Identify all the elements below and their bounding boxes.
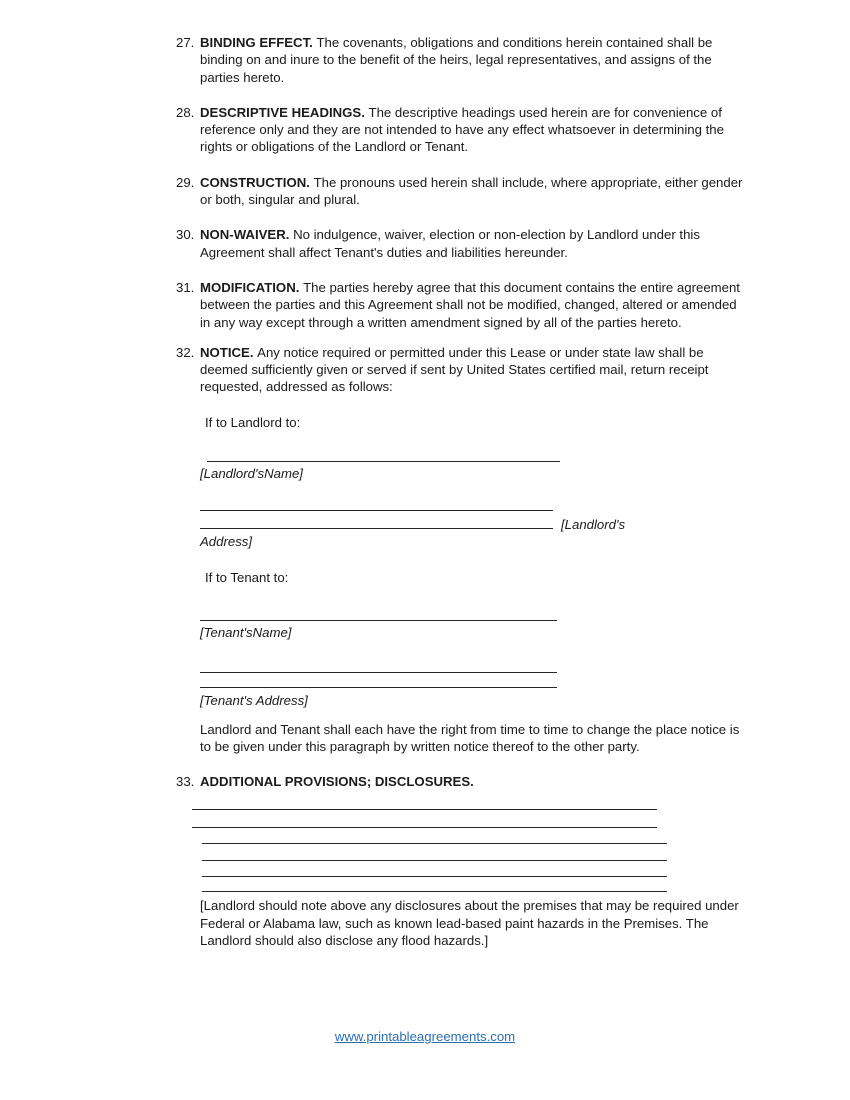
section-number: 29. bbox=[176, 174, 195, 190]
section-number: 33. bbox=[176, 774, 195, 790]
section-body: No indulgence, waiver, election or non-election by Landlord under this Agreement shall affect Tenant's duties and liabilities hereunder. bbox=[200, 227, 700, 260]
notice-address-block bbox=[200, 414, 745, 755]
blank-line-1 bbox=[192, 809, 657, 810]
section-number: 31. bbox=[176, 279, 195, 295]
landlord-notice-label: If to Landlord to: bbox=[205, 414, 301, 430]
tenant-name-placeholder: [Tenant'sName] bbox=[200, 624, 292, 640]
section-body: The pronouns used herein shall include, where appropriate, either gender or both, singular and plural. bbox=[200, 174, 743, 208]
section-heading: MODIFICATION. bbox=[200, 279, 300, 295]
section-heading: NON-WAIVER. bbox=[200, 227, 290, 243]
landlord-address-placeholder-end: Address] bbox=[200, 534, 253, 550]
tenant-address-blank-line-1 bbox=[200, 672, 557, 673]
section-33 bbox=[176, 773, 745, 790]
footer-link[interactable]: www.printableagreements.com bbox=[334, 1029, 516, 1044]
section-text bbox=[200, 279, 745, 331]
blank-line-4 bbox=[202, 860, 667, 861]
section-text bbox=[200, 34, 745, 86]
blank-line-2 bbox=[192, 827, 657, 828]
section-text bbox=[200, 174, 745, 209]
section-text bbox=[200, 344, 745, 396]
section-text bbox=[200, 104, 745, 156]
section-31 bbox=[176, 279, 745, 331]
tenant-notice-label: If to Tenant to: bbox=[205, 569, 289, 585]
landlord-address-placeholder-start: [Landlord's bbox=[561, 517, 626, 533]
tenant-address-blank-line-2 bbox=[200, 687, 557, 688]
section-32 bbox=[176, 344, 745, 396]
section-27 bbox=[176, 34, 745, 86]
blank-line-6 bbox=[202, 891, 667, 892]
page-footer bbox=[0, 1028, 850, 1045]
section-body: Any notice required or permitted under this Lease or under state law shall be deemed sufficiently given or served if sent by United States certified mail, return receipt requested, addressed as follows: bbox=[200, 344, 709, 395]
disclosures-note: [Landlord should note above any disclosures about the premises that may be required under Federal or Alabama law, such as known lead-based paint hazards in the Premises. The Landlord should also disclose any flood hazards.] bbox=[200, 898, 739, 949]
section-heading: DESCRIPTIVE HEADINGS. bbox=[200, 104, 365, 120]
section-number: 32. bbox=[176, 344, 195, 360]
document-content bbox=[176, 34, 745, 949]
landlord-address-blank-line-2 bbox=[200, 528, 553, 529]
section-body: The descriptive headings used herein are for convenience of reference only and they are not intended to have any effect whatsoever in determining the rights or obligations of the Landlord or Tenant. bbox=[200, 104, 724, 155]
blank-line-3 bbox=[202, 843, 667, 844]
section-heading: CONSTRUCTION. bbox=[200, 174, 310, 190]
section-number: 27. bbox=[176, 35, 195, 50]
section-heading: BINDING EFFECT. bbox=[200, 35, 313, 50]
section-heading: ADDITIONAL PROVISIONS; DISCLOSURES. bbox=[200, 774, 474, 790]
section-29 bbox=[176, 174, 745, 209]
notice-closing-paragraph: Landlord and Tenant shall each have the right from time to time to change the place notice is to be given under this paragraph by written notice thereof to the other party. bbox=[200, 721, 740, 754]
additional-provisions-blank-lines bbox=[200, 809, 745, 892]
tenant-name-blank-line bbox=[200, 620, 557, 621]
landlord-name-blank-line bbox=[207, 461, 560, 462]
section-28 bbox=[176, 104, 745, 156]
section-number: 28. bbox=[176, 104, 195, 120]
section-number: 30. bbox=[176, 227, 195, 243]
section-body: The parties hereby agree that this document contains the entire agreement between the parties and this Agreement shall not be modified, changed, altered or amended in any way except through a written amendment signed by all of the parties hereto. bbox=[200, 279, 740, 330]
section-text bbox=[200, 773, 745, 790]
section-heading: NOTICE. bbox=[200, 344, 254, 360]
tenant-address-placeholder: [Tenant's Address] bbox=[200, 693, 308, 709]
section-text bbox=[200, 226, 745, 261]
landlord-address-line-2-row bbox=[200, 517, 745, 533]
section-body: The covenants, obligations and conditions herein contained shall be binding on and inure to the benefit of the heirs, legal representatives, and assigns of the parties hereto. bbox=[200, 35, 713, 85]
landlord-name-placeholder: [Landlord'sName] bbox=[200, 466, 303, 482]
landlord-address-blank-line-1 bbox=[200, 510, 553, 511]
blank-line-5 bbox=[202, 876, 667, 877]
section-30 bbox=[176, 226, 745, 261]
